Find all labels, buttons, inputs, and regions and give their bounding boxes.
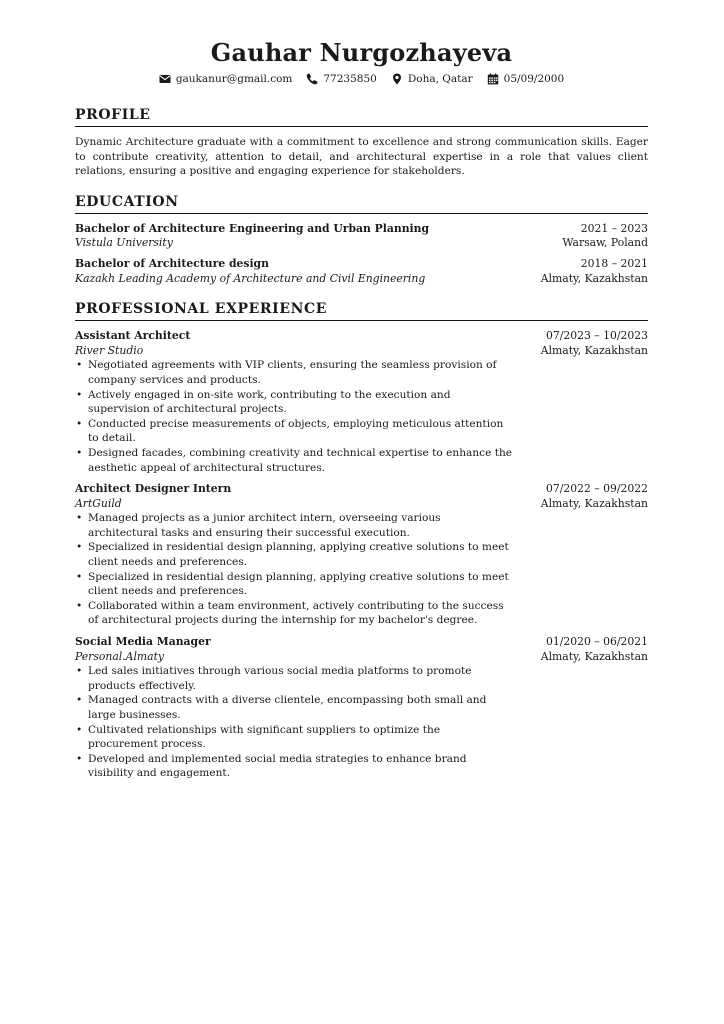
experience-section bbox=[75, 300, 648, 781]
location-text: Doha, Qatar bbox=[407, 73, 473, 85]
school-name: Kazakh Leading Academy of Architecture and Civil Engineering bbox=[75, 271, 426, 285]
education-heading: EDUCATION bbox=[75, 193, 648, 214]
job-title: Social Media Manager bbox=[75, 635, 211, 649]
responsibility-list bbox=[75, 358, 513, 475]
profile-summary: Dynamic Architecture graduate with a commitment to excellence and strong communication skills. Eager to contribute creativity, attention to detail, and architectural expertise in a role that values client relations, ensuring a positive and engaging experience for stakeholders. bbox=[75, 136, 648, 178]
job-dates: 07/2023 – 10/2023 bbox=[546, 329, 648, 343]
company-name: ArtGuild bbox=[75, 496, 122, 510]
education-section bbox=[75, 193, 648, 286]
list-item: • Designed facades, combining creativity and technical expertise to enhance the aesthetic appeal of architectural structures. bbox=[75, 446, 513, 475]
contact-email[interactable] bbox=[159, 72, 293, 86]
contact-phone[interactable] bbox=[306, 72, 376, 86]
job-dates: 07/2022 – 09/2022 bbox=[546, 482, 648, 496]
job-title: Assistant Architect bbox=[75, 329, 191, 343]
job-location: Almaty, Kazakhstan bbox=[540, 343, 648, 357]
list-item: • Managed projects as a junior architect intern, overseeing various architectural tasks and ensuring their successful execution. bbox=[75, 511, 513, 540]
profile-heading: PROFILE bbox=[75, 106, 648, 127]
phone-icon bbox=[306, 73, 318, 85]
profile-section bbox=[75, 106, 648, 179]
job-title: Architect Designer Intern bbox=[75, 482, 232, 496]
education-dates: 2018 – 2021 bbox=[580, 256, 648, 270]
list-item: • Managed contracts with a diverse clientele, encompassing both small and large businesses. bbox=[75, 693, 513, 722]
job-location: Almaty, Kazakhstan bbox=[540, 649, 648, 663]
contact-birthdate bbox=[487, 72, 565, 86]
contact-location bbox=[391, 72, 473, 86]
list-item: • Actively engaged in on-site work, contributing to the execution and supervision of architectural projects. bbox=[75, 388, 513, 417]
job-dates: 01/2020 – 06/2021 bbox=[546, 635, 648, 649]
company-name: Personal.Almaty bbox=[75, 649, 165, 663]
email-text: gaukanur@gmail.com bbox=[175, 73, 293, 85]
responsibility-list bbox=[75, 511, 513, 628]
contact-bar bbox=[75, 72, 648, 86]
list-item: • Led sales initiatives through various social media platforms to promote products effectively. bbox=[75, 664, 513, 693]
calendar-icon bbox=[487, 73, 499, 85]
experience-heading: PROFESSIONAL EXPERIENCE bbox=[75, 300, 648, 321]
education-entry bbox=[75, 222, 648, 251]
experience-entry bbox=[75, 482, 648, 628]
candidate-name: Gauhar Nurgozhayeva bbox=[210, 38, 513, 67]
email-icon bbox=[159, 73, 171, 85]
education-location: Warsaw, Poland bbox=[562, 236, 648, 250]
education-dates: 2021 – 2023 bbox=[580, 221, 648, 235]
degree-title: Bachelor of Architecture design bbox=[75, 256, 269, 270]
education-entry bbox=[75, 257, 648, 286]
birthdate-text: 05/09/2000 bbox=[503, 73, 565, 85]
list-item: • Negotiated agreements with VIP clients, ensuring the seamless provision of company services and products. bbox=[75, 358, 513, 387]
company-name: River Studio bbox=[75, 343, 144, 357]
list-item: • Cultivated relationships with significant suppliers to optimize the procurement process. bbox=[75, 723, 513, 752]
list-item: • Specialized in residential design planning, applying creative solutions to meet client needs and preferences. bbox=[75, 570, 513, 599]
responsibility-list bbox=[75, 664, 513, 781]
education-location: Almaty, Kazakhstan bbox=[540, 271, 648, 285]
experience-entry bbox=[75, 635, 648, 781]
list-item: • Specialized in residential design planning, applying creative solutions to meet client needs and preferences. bbox=[75, 540, 513, 569]
job-location: Almaty, Kazakhstan bbox=[540, 496, 648, 510]
phone-text: 77235850 bbox=[323, 73, 377, 85]
school-name: Vistula University bbox=[75, 236, 173, 250]
degree-title: Bachelor of Architecture Engineering and Urban Planning bbox=[75, 221, 430, 235]
list-item: • Collaborated within a team environment, actively contributing to the success of architectural projects during the internship for my bachelor's degree. bbox=[75, 599, 513, 628]
location-pin-icon bbox=[391, 73, 403, 85]
list-item: • Developed and implemented social media strategies to enhance brand visibility and engagement. bbox=[75, 752, 513, 781]
experience-entry bbox=[75, 329, 648, 475]
list-item: • Conducted precise measurements of objects, employing meticulous attention to detail. bbox=[75, 417, 513, 446]
